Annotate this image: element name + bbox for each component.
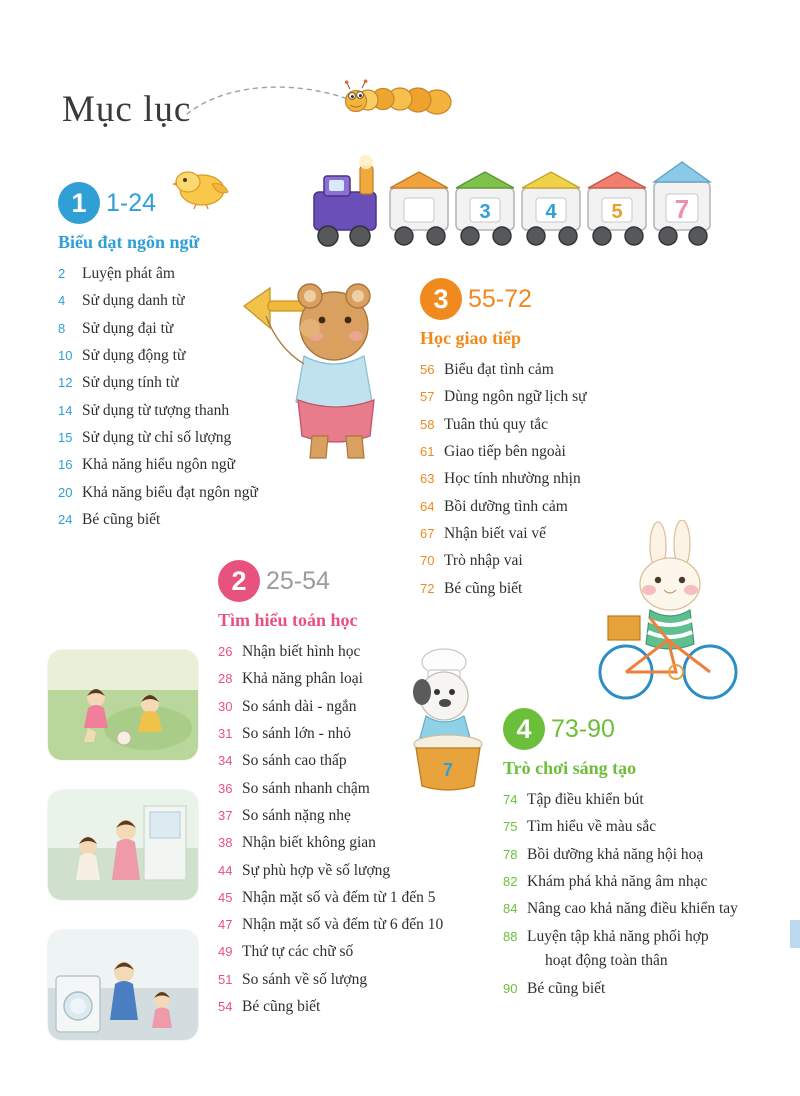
entry-label: So sánh cao thấp — [242, 752, 347, 770]
page-number: 63 — [420, 471, 435, 487]
section-2-header — [218, 560, 443, 602]
list-item[interactable] — [420, 416, 587, 434]
page-number: 20 — [58, 484, 73, 500]
page-number: 84 — [503, 901, 518, 917]
page-number: 88 — [503, 928, 518, 944]
entry-label: Bồi dưỡng tình cảm — [444, 497, 568, 515]
entry-label: So sánh dài - ngắn — [242, 697, 357, 715]
section-2 — [218, 560, 443, 1025]
section-2-entries — [218, 643, 443, 1016]
page-number: 54 — [218, 999, 233, 1015]
page-number: 36 — [218, 780, 233, 796]
entry-label: Sử dụng từ tượng thanh — [82, 401, 230, 419]
entry-label: Dùng ngôn ngữ lịch sự — [444, 388, 587, 406]
list-item[interactable] — [58, 265, 258, 283]
entry-label: Biểu đạt tình cảm — [444, 361, 554, 378]
section-3-title: Học giao tiếp — [420, 328, 521, 348]
page-number: 78 — [503, 846, 518, 862]
photo-children-in-kitchen — [48, 790, 198, 905]
entry-label: Sử dụng danh từ — [82, 292, 185, 310]
section-1 — [58, 182, 258, 538]
section-2-title: Tìm hiểu toán học — [218, 610, 358, 630]
page-number: 8 — [58, 320, 66, 336]
rabbit-on-bicycle-illustration — [590, 520, 760, 710]
entry-label: So sánh lớn - nhỏ — [242, 724, 351, 742]
list-item[interactable] — [58, 511, 258, 529]
list-item[interactable] — [58, 292, 258, 310]
page-number: 57 — [420, 389, 435, 405]
page-number: 34 — [218, 753, 233, 769]
entry-label-continuation: hoạt động toàn thân — [545, 952, 668, 970]
page-number: 44 — [218, 862, 233, 878]
svg-text:5: 5 — [611, 201, 623, 223]
list-item[interactable] — [58, 484, 258, 502]
entry-label: Bé cũng biết — [527, 979, 606, 997]
entry-label: So sánh về số lượng — [242, 970, 368, 988]
entry-label: Nhận biết không gian — [242, 834, 376, 852]
list-item[interactable] — [503, 980, 800, 998]
entry-label: Luyện phát âm — [82, 265, 175, 282]
list-item[interactable] — [420, 498, 587, 516]
list-item[interactable] — [503, 818, 800, 836]
list-item[interactable] — [58, 456, 258, 474]
section-1-entries — [58, 265, 258, 529]
list-item[interactable] — [218, 643, 443, 661]
section-3-entries — [420, 361, 587, 597]
page-number: 51 — [218, 971, 233, 987]
train-illustration — [300, 140, 720, 270]
page-number: 70 — [420, 553, 435, 569]
section-2-number: 2 — [218, 560, 260, 602]
entry-label: Tập điều khiển bút — [527, 791, 644, 808]
svg-text:7: 7 — [674, 194, 690, 224]
entry-label: Khả năng hiểu ngôn ngữ — [82, 456, 236, 474]
dotted-arc-decoration — [185, 78, 365, 128]
entry-label: Thứ tự các chữ số — [242, 943, 354, 961]
caterpillar-icon — [342, 76, 452, 124]
page-number: 12 — [58, 375, 73, 391]
list-item[interactable] — [218, 943, 443, 961]
entry-label: Trò nhập vai — [444, 552, 523, 570]
section-1-number: 1 — [58, 182, 100, 224]
list-item[interactable] — [420, 552, 587, 570]
section-4-title: Trò chơi sáng tạo — [503, 758, 637, 778]
entry-label: Luyện tập khả năng phối hợp — [527, 927, 709, 945]
list-item[interactable] — [503, 791, 800, 809]
entry-label: Bé cũng biết — [242, 998, 321, 1016]
list-item[interactable] — [218, 807, 443, 825]
photo-children-playing — [48, 650, 198, 765]
page-number: 10 — [58, 347, 73, 363]
list-item[interactable] — [218, 725, 443, 743]
page-number: 26 — [218, 644, 233, 659]
page-number: 58 — [420, 416, 435, 432]
page-number: 38 — [218, 835, 233, 851]
entry-label: Sử dụng đại từ — [82, 319, 174, 337]
entry-label: Khả năng biểu đạt ngôn ngữ — [82, 483, 258, 501]
page-number: 64 — [420, 498, 435, 514]
svg-text:3: 3 — [479, 201, 491, 223]
entry-label: Sử dụng động từ — [82, 346, 186, 364]
entry-label: Nhận mặt số và đếm từ 6 đến 10 — [242, 916, 444, 934]
page-number: 47 — [218, 917, 233, 933]
section-2-range: 25-54 — [266, 566, 330, 595]
page-number: 28 — [218, 671, 233, 687]
page-number: 15 — [58, 429, 73, 445]
page-number: 14 — [58, 402, 73, 418]
page-number: 45 — [218, 889, 233, 905]
page-number: 67 — [420, 525, 435, 541]
list-item[interactable] — [420, 443, 587, 461]
bear-illustration — [238, 268, 398, 468]
section-4-entries — [503, 791, 800, 998]
list-item[interactable] — [420, 525, 587, 543]
list-item[interactable] — [503, 846, 800, 864]
page-number: 49 — [218, 944, 233, 960]
page-number: 31 — [218, 725, 233, 741]
page-number: 82 — [503, 873, 518, 889]
section-4-number: 4 — [503, 708, 545, 750]
list-item[interactable] — [503, 900, 800, 918]
section-4-range: 73-90 — [551, 714, 615, 743]
photo-child-with-washing-machine — [48, 930, 198, 1045]
entry-label: Sử dụng tính từ — [82, 374, 179, 392]
entry-label: Khả năng phân loại — [242, 670, 363, 688]
entry-label: Bé cũng biết — [444, 579, 523, 597]
page-number: 56 — [420, 362, 435, 377]
list-item[interactable] — [420, 470, 587, 488]
list-item[interactable] — [218, 971, 443, 989]
section-3 — [420, 278, 587, 607]
page-number: 74 — [503, 792, 518, 807]
page-number: 61 — [420, 443, 435, 459]
list-item[interactable] — [58, 429, 258, 447]
list-item[interactable] — [420, 580, 587, 598]
list-item[interactable] — [218, 834, 443, 852]
page-number: 72 — [420, 580, 435, 596]
list-item[interactable] — [218, 780, 443, 798]
section-3-header — [420, 278, 587, 320]
svg-text:4: 4 — [545, 201, 557, 223]
page-number: 90 — [503, 980, 518, 996]
list-item[interactable] — [503, 873, 800, 891]
list-item[interactable] — [218, 698, 443, 716]
entry-label: Giao tiếp bên ngoài — [444, 442, 566, 460]
entry-label: Tìm hiểu về màu sắc — [527, 818, 657, 836]
section-4 — [503, 708, 800, 1007]
section-4-header — [503, 708, 800, 750]
list-item[interactable] — [218, 998, 443, 1016]
page-number: 37 — [218, 807, 233, 823]
list-item[interactable] — [503, 928, 800, 971]
entry-label: Bồi dưỡng khả năng hội hoạ — [527, 845, 704, 863]
section-1-title: Biểu đạt ngôn ngữ — [58, 232, 200, 252]
page-number: 2 — [58, 266, 66, 281]
entry-label: Nhận biết vai vế — [444, 524, 547, 542]
list-item[interactable] — [420, 361, 587, 379]
entry-label: Nâng cao khả năng điều khiển tay — [527, 900, 738, 918]
entry-label: Sự phù hợp về số lượng — [242, 861, 391, 879]
list-item[interactable] — [420, 388, 587, 406]
list-item[interactable] — [218, 889, 443, 907]
section-1-range: 1-24 — [106, 188, 157, 217]
entry-label: Nhận biết hình học — [242, 643, 361, 660]
list-item[interactable] — [58, 402, 258, 420]
entry-label: Khám phá khả năng âm nhạc — [527, 872, 708, 890]
section-3-number: 3 — [420, 278, 462, 320]
list-item[interactable] — [218, 752, 443, 770]
section-3-range: 55-72 — [468, 284, 532, 313]
entry-label: Bé cũng biết — [82, 510, 161, 528]
list-item[interactable] — [218, 862, 443, 880]
page-number: 16 — [58, 457, 73, 473]
page-number: 4 — [58, 293, 66, 309]
entry-label: Học tính nhường nhịn — [444, 470, 581, 488]
page-number: 30 — [218, 698, 233, 714]
page-title: Mục lục — [62, 89, 192, 130]
entry-label: Sử dụng từ chỉ số lượng — [82, 428, 232, 446]
entry-label: Tuân thủ quy tắc — [444, 415, 549, 433]
list-item[interactable] — [58, 320, 258, 338]
list-item[interactable] — [218, 916, 443, 934]
entry-label: So sánh nặng nhẹ — [242, 806, 351, 824]
list-item[interactable] — [218, 670, 443, 688]
section-1-header — [58, 182, 258, 224]
page-number: 75 — [503, 819, 518, 835]
svg-text:7: 7 — [442, 760, 454, 780]
list-item[interactable] — [58, 347, 258, 365]
list-item[interactable] — [58, 374, 258, 392]
entry-label: Nhận mặt số và đếm từ 1 đến 5 — [242, 888, 436, 906]
page-number: 24 — [58, 511, 73, 527]
entry-label: So sánh nhanh chậm — [242, 779, 370, 797]
